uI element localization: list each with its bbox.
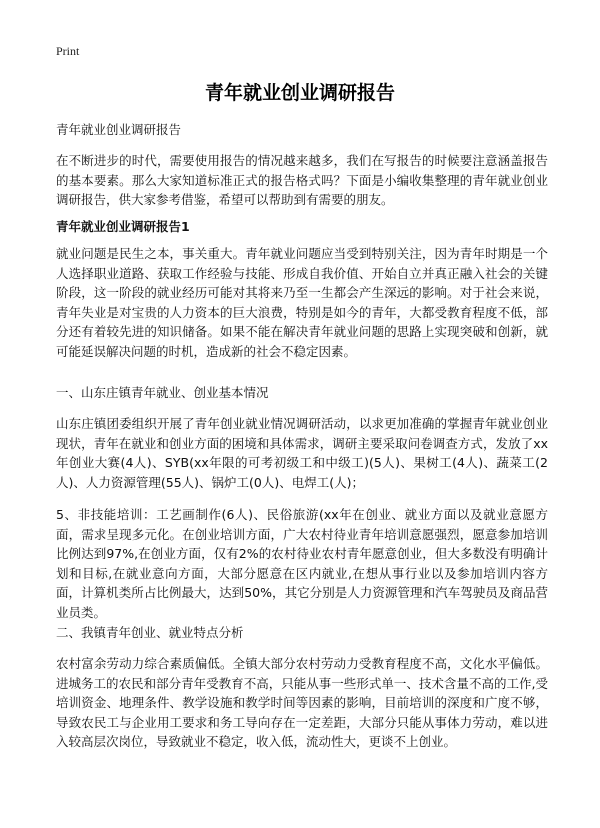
- report-1-paragraph-1: 就业问题是民生之本，事关重大。青年就业问题应当受到特别关注，因为青年时期是一个人选择职业道路、获取工作经验与技能、形成自我价值、开始自立并真正融入社会的关键阶段，这一阶段的就业经历可能对其将来乃至一生都会产生深远的影响。对于社会来说，青年失业是对宝贵的人力资本的巨大浪费，特别是如今的青年，大都受教育程度不低，部分还有着较先进的知识储备。如果不能在解决青年就业问题的思路上实现突破和创新，就可能延误解决问题的时机，造成新的社会不稳定因素。: [56, 246, 548, 359]
- report-1-paragraph-4: 农村富余劳动力综合素质偏低。全镇大部分农村劳动力受教育程度不高，文化水平偏低。进城务工的农民和部分青年受教育不高，只能从事一些形式单一、技术含量不高的工作,受培训资金、地理条件、教学设施和教学时间等因素的影响，目前培训的深度和广度不够，导致农民工与企业用工要求和务工导向存在一定差距，大部分只能从事体力劳动，难以进入较高层次岗位，导致就业不稳定，收入低，流动性大，更谈不上创业。: [56, 656, 548, 749]
- document-subtitle: 青年就业创业调研报告: [56, 122, 182, 137]
- page-title: 青年就业创业调研报告: [204, 82, 395, 104]
- intro-paragraph: 在不断进步的时代，需要使用报告的情况越来越多，我们在写报告的时候要注意涵盖报告的基本要素。那么大家知道标准正式的报告格式吗？下面是小编收集整理的青年就业创业调研报告，供大家参考借鉴，希望可以帮助到有需要的朋友。: [56, 153, 548, 207]
- report-1-paragraph-2: 山东庄镇团委组织开展了青年创业就业情况调研活动，以求更加准确的掌握青年就业创业现状，青年在就业和创业方面的困境和具体需求，调研主要采取问卷调查方式，发放了xx年创业大赛(4人)、SYB(xx年限的可考初级工和中级工)(5人)、果树工(4人)、蔬菜工(2人)、人力资源管理(55人)、锅炉工(0人)、电焊工(人)；: [56, 416, 548, 490]
- report-1-heading: 青年就业创业调研报告1: [56, 219, 190, 234]
- print-link[interactable]: Print: [56, 44, 80, 58]
- section-2-heading: 二、我镇青年创业、就业特点分析: [56, 625, 244, 640]
- report-1-paragraph-3: 5、非技能培训：工艺画制作(6人)、民俗旅游(xx年在创业、就业方面以及就业意愿方面，需求呈现多元化。在创业培训方面，广大农村待业青年培训意愿强烈，愿意参加培训比例达到97%,在创业方面，仅有2%的农村待业农村青年愿意创业，但大多数没有明确计划和目标,在就业意向方面，大部分愿意在区内就业,在想从事行业以及参加培训内容方面，计算机类所占比例最大，达到50%，其它分别是人力资源管理和汽车驾驶员及商品营业员类。: [56, 507, 548, 620]
- section-1-heading: 一、山东庄镇青年就业、创业基本情况: [56, 385, 269, 400]
